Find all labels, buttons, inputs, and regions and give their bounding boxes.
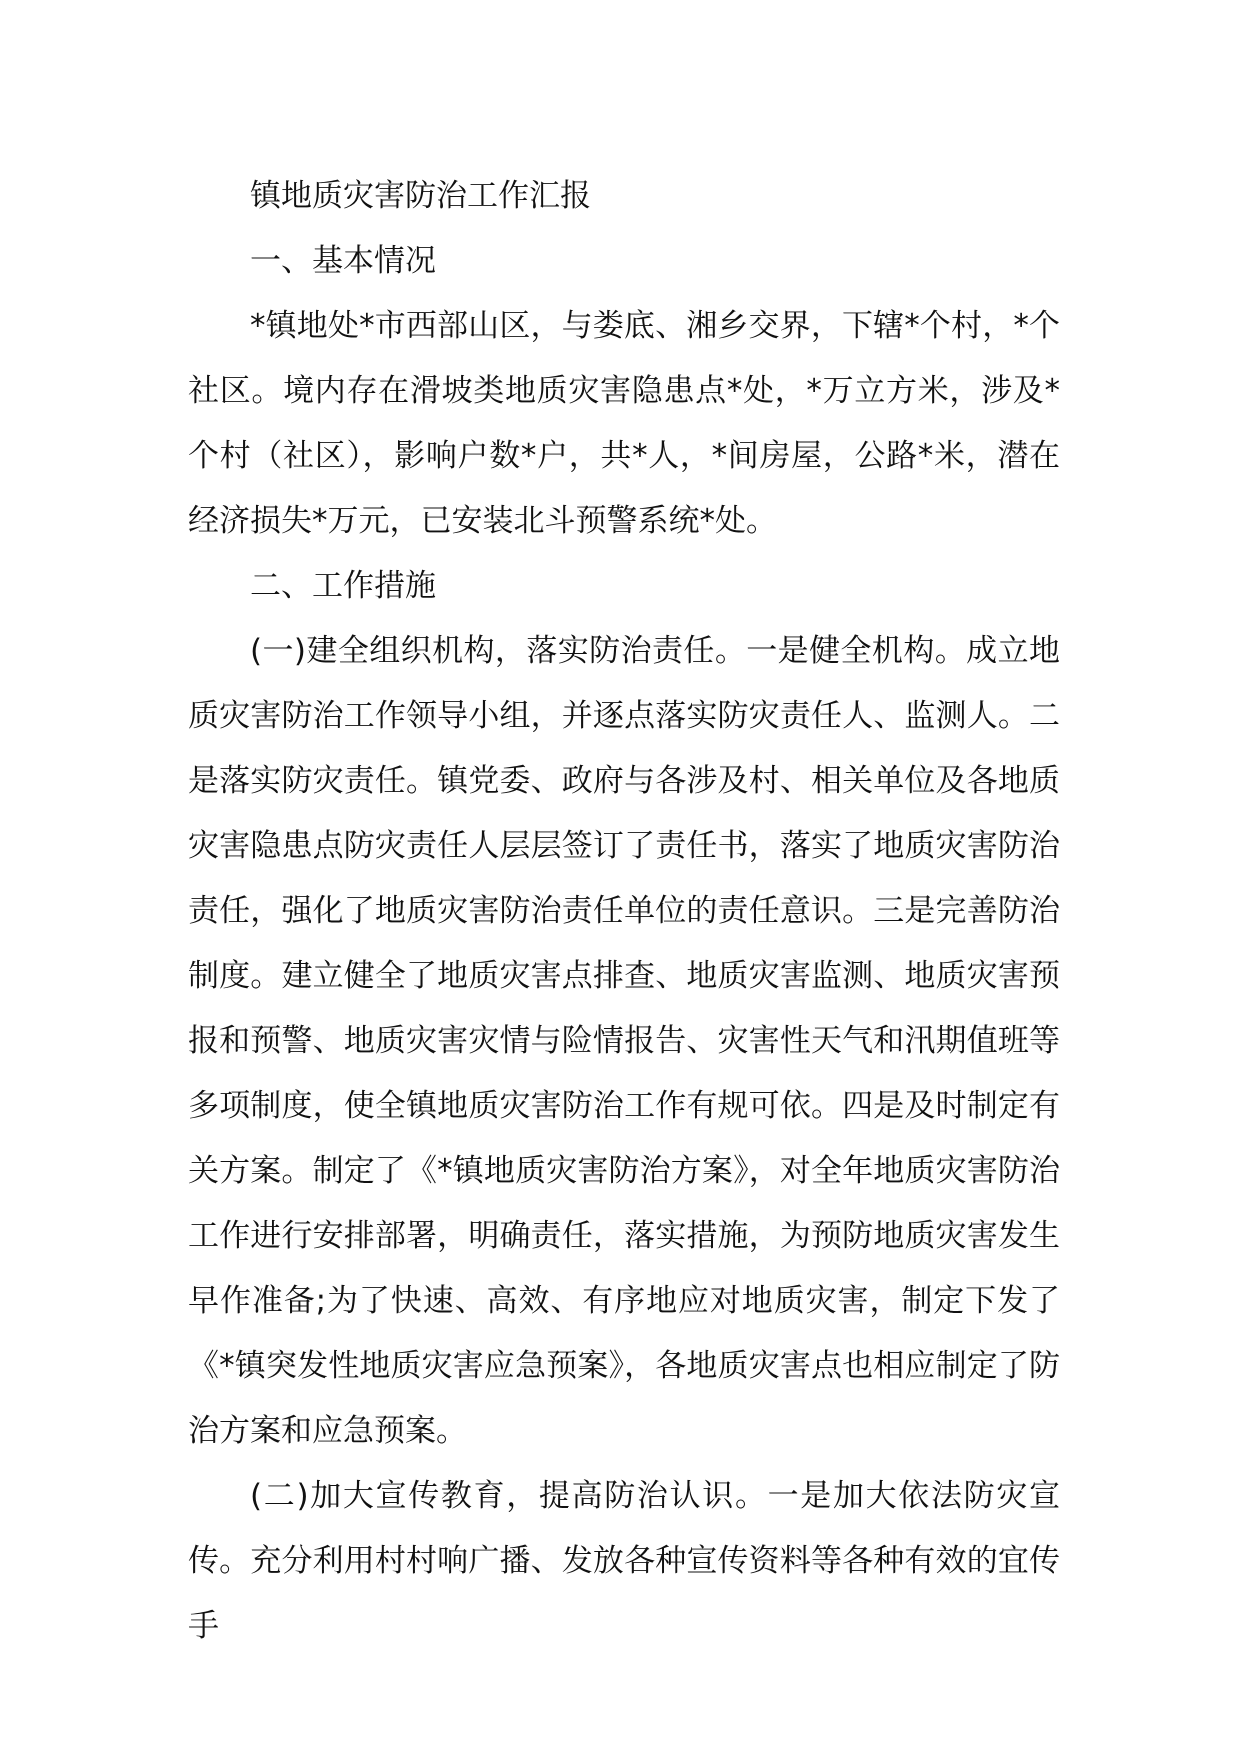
document-body (188, 164, 1060, 1659)
document-title: 镇地质灾害防治工作汇报 (250, 178, 591, 214)
paragraph-publicity: (二)加大宣传教育，提高防治认识。一是加大依法防灾宣传。充分利用村村响广播、发放各种宣传资料等各种有效的宜传手 (188, 1478, 1060, 1644)
section-heading-work-measures: 二、工作措施 (250, 568, 436, 604)
section-heading-basic-situation: 一、基本情况 (250, 243, 436, 279)
paragraph-organization: (一)建全组织机构，落实防治责任。一是健全机构。成立地质灾害防治工作领导小组，并逐点落实防灾责任人、监测人。二是落实防灾责任。镇党委、政府与各涉及村、相关单位及各地质灾害隐患点防灾责任人层层签订了责任书，落实了地质灾害防治责任，强化了地质灾害防治责任单位的责任意识。三是完善防治制度。建立健全了地质灾害点排查、地质灾害监测、地质灾害预报和预警、地质灾害灾情与险情报告、灾害性天气和汛期值班等多项制度，使全镇地质灾害防治工作有规可依。四是及时制定有关方案。制定了《*镇地质灾害防治方案》，对全年地质灾害防治工作进行安排部署，明确责任，落实措施，为预防地质灾害发生早作准备;为了快速、高效、有序地应对地质灾害，制定下发了《*镇突发性地质灾害应急预案》，各地质灾害点也相应制定了防治方案和应急预案。 (188, 633, 1060, 1449)
paragraph-basic-situation: *镇地处*市西部山区，与娄底、湘乡交界，下辖*个村，*个社区。境内存在滑坡类地质灾害隐患点*处，*万立方米，涉及*个村（社区），影响户数*户，共*人，*间房屋，公路*米，潜在经济损失*万元，已安装北斗预警系统*处。 (188, 308, 1060, 539)
